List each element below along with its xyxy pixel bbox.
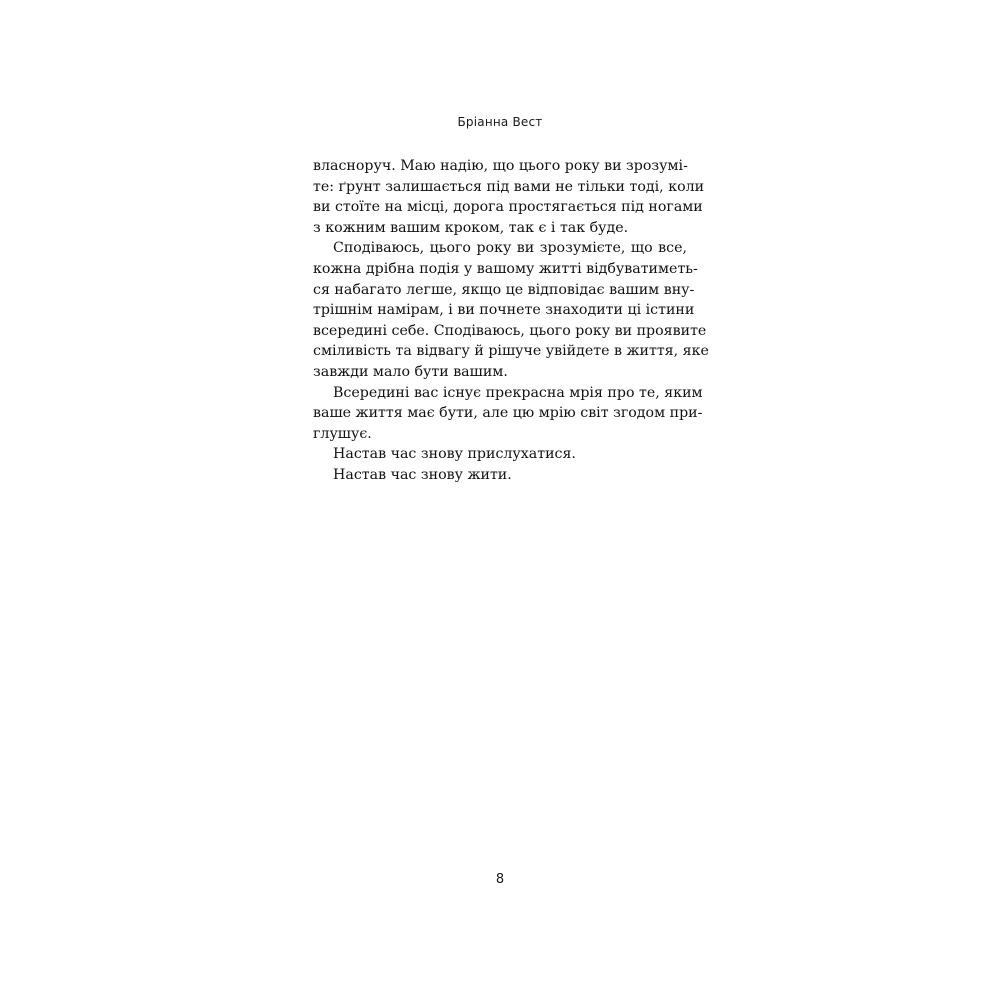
text-line: всередині себе. Сподіваюсь, цього року ви проявите [313, 322, 707, 339]
running-header: Бріанна Вест [457, 115, 543, 129]
text-line: Сподіваюсь, цього року ви зрозумієте, що все, [333, 240, 687, 257]
text-line: завжди мало бути вашим. [313, 363, 508, 380]
text-line: глушує. [313, 425, 372, 442]
text-line: Настав час знову прислухатися. [333, 446, 576, 463]
body-text [313, 156, 709, 486]
text-line: ви стоїте на місці, дорога простягається під ногами [313, 199, 703, 216]
text-line: з кожним вашим кроком, так є і так буде. [313, 219, 629, 236]
text-line: трішнім намірам, і ви почнете знаходити ці істини [313, 302, 695, 319]
text-line: сміливість та відвагу й рішуче увійдете в життя, яке [313, 343, 709, 360]
text-line: Всередині вас існує прекрасна мрія про те, яким [333, 384, 703, 401]
text-line: ваше життя має бути, але цю мрію світ згодом при- [313, 405, 703, 422]
text-line: те: ґрунт залишається під вами не тільки тоді, коли [313, 178, 705, 195]
text-line: власноруч. Маю надію, що цього року ви зрозумі- [313, 158, 688, 174]
text-line: Настав час знову жити. [333, 466, 512, 483]
page-number: 8 [495, 872, 505, 887]
text-line: ся набагато легше, якщо це відповідає вашим вну- [313, 281, 695, 298]
text-line: кожна дрібна подія у вашому житті відбуватиметь- [313, 260, 698, 277]
